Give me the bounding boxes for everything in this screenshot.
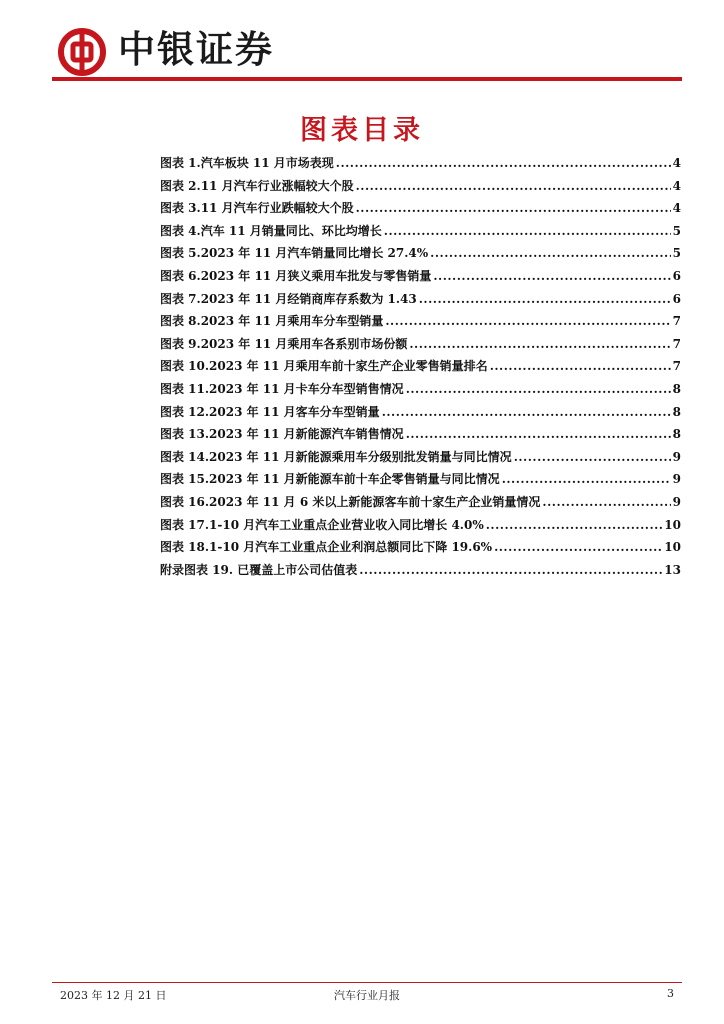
toc-entry-page: 5 (672, 223, 681, 238)
toc-dot-leader (514, 450, 671, 464)
toc-entry[interactable] (160, 425, 681, 448)
toc-entry-text: 附录图表 19. 已覆盖上市公司估值表 (160, 562, 358, 577)
toc-entry[interactable] (160, 335, 681, 358)
toc-entry-page: 4 (672, 201, 681, 216)
toc-entry-page: 5 (672, 246, 681, 261)
toc-dot-leader (419, 292, 671, 306)
toc-entry-text: 图表 3.11 月汽车行业跌幅较大个股 (160, 201, 354, 216)
toc-entry-text: 图表 14.2023 年 11 月新能源乘用车分级别批发销量与同比情况 (160, 449, 512, 464)
toc-entry-text: 图表 8.2023 年 11 月乘用车分车型销量 (160, 314, 384, 329)
toc-entry-text: 图表 1.汽车板块 11 月市场表现 (160, 156, 334, 170)
toc-dot-leader (542, 495, 670, 509)
bank-of-china-logo-icon (58, 28, 106, 76)
toc-dot-leader (356, 201, 671, 215)
toc-dot-leader (356, 179, 671, 193)
page-number: 3 (667, 987, 674, 1000)
toc-entry[interactable] (160, 222, 681, 245)
toc-entry[interactable] (160, 244, 681, 267)
toc-entry-text: 图表 16.2023 年 11 月 6 米以上新能源客车前十家生产企业销量情况 (160, 494, 541, 509)
toc-entry-page: 7 (672, 359, 681, 374)
toc-dot-leader (336, 156, 671, 170)
toc-dot-leader (486, 518, 663, 532)
toc-entry-page: 10 (664, 517, 681, 532)
toc-entry-page: 7 (672, 336, 681, 351)
toc-entry-text: 图表 15.2023 年 11 月新能源车前十车企零售销量与同比情况 (160, 472, 500, 487)
toc-entry-text: 图表 2.11 月汽车行业涨幅较大个股 (160, 178, 354, 193)
toc-entry[interactable] (160, 403, 681, 426)
toc-entry-page: 10 (664, 540, 681, 555)
toc-entry-page: 8 (672, 381, 681, 396)
toc-entry-page: 8 (672, 404, 681, 419)
toc-entry-page: 4 (672, 178, 681, 193)
toc-entry-text: 图表 12.2023 年 11 月客车分车型销量 (160, 404, 380, 419)
toc-entry[interactable] (160, 516, 681, 539)
toc-entry[interactable] (160, 290, 681, 313)
header-divider (52, 77, 682, 81)
toc-dot-leader (490, 359, 671, 373)
toc-dot-leader (385, 314, 670, 328)
toc-dot-leader (494, 540, 662, 554)
toc-entry-text: 图表 11.2023 年 11 月卡车分车型销售情况 (160, 381, 404, 396)
toc-entry-page: 9 (672, 494, 681, 509)
toc-entry-page: 7 (672, 314, 681, 329)
toc-entry-page: 9 (672, 472, 681, 487)
toc-entry-text: 图表 10.2023 年 11 月乘用车前十家生产企业零售销量排名 (160, 359, 488, 374)
toc-entry-page: 6 (672, 268, 681, 283)
toc-entry[interactable] (160, 380, 681, 403)
toc-entry[interactable] (160, 561, 681, 584)
toc-entry[interactable] (160, 177, 681, 200)
toc-entry-page: 8 (672, 427, 681, 442)
toc-entry[interactable] (160, 538, 681, 561)
brand-name: 中银证券 (118, 28, 274, 71)
toc-entry[interactable] (160, 312, 681, 335)
toc-entry-text: 图表 9.2023 年 11 月乘用车各系别市场份额 (160, 336, 408, 351)
toc-entry[interactable] (160, 357, 681, 380)
toc-entry[interactable] (160, 470, 681, 493)
toc-dot-leader (384, 224, 671, 238)
toc-dot-leader (430, 246, 670, 260)
toc-entry-page: 6 (672, 291, 681, 306)
toc-entry[interactable] (160, 199, 681, 222)
toc-entry-page: 9 (672, 449, 681, 464)
toc-dot-leader (502, 472, 671, 486)
toc-entry[interactable] (160, 154, 681, 177)
toc-entry-text: 图表 7.2023 年 11 月经销商库存系数为 1.43 (160, 291, 417, 306)
toc-entry-text: 图表 5.2023 年 11 月汽车销量同比增长 27.4% (160, 246, 429, 261)
report-date: 2023 年 12 月 21 日 (60, 989, 167, 1002)
toc-entry-text: 图表 4.汽车 11 月销量同比、环比均增长 (160, 223, 382, 238)
toc-dot-leader (359, 563, 662, 577)
toc-entry[interactable] (160, 493, 681, 516)
page-footer (52, 987, 682, 1003)
toc-entry-text: 图表 18.1-10 月汽车工业重点企业利润总额同比下降 19.6% (160, 540, 493, 555)
toc-dot-leader (409, 337, 670, 351)
toc-entry-text: 图表 6.2023 年 11 月狭义乘用车批发与零售销量 (160, 268, 432, 283)
toc-dot-leader (433, 269, 670, 283)
toc-entry-page: 13 (664, 562, 681, 577)
toc-dot-leader (406, 382, 671, 396)
toc-dot-leader (382, 405, 671, 419)
toc-entry-page: 4 (672, 156, 681, 170)
toc-entry[interactable] (160, 448, 681, 471)
toc-entry-text: 图表 17.1-10 月汽车工业重点企业营业收入同比增长 4.0% (160, 517, 484, 532)
report-type: 汽车行业月报 (334, 989, 400, 1002)
footer-divider (52, 982, 682, 983)
toc-dot-leader (406, 427, 671, 441)
toc-title: 图表目录 (300, 115, 424, 146)
toc-entry[interactable] (160, 267, 681, 290)
toc-list (160, 154, 681, 583)
toc-entry-text: 图表 13.2023 年 11 月新能源汽车销售情况 (160, 427, 404, 442)
